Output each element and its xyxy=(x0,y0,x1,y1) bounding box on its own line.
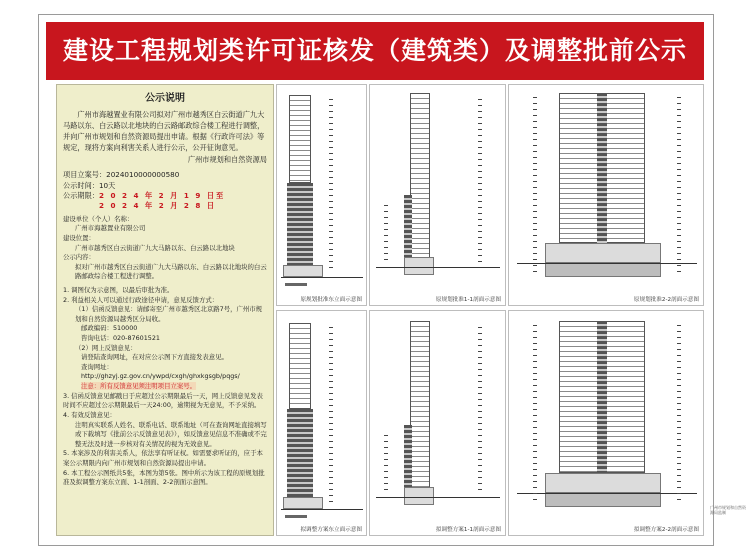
drawing-caption: 原规划批准1-1剖面示意图 xyxy=(435,297,501,303)
tower-lower-facade xyxy=(287,183,313,265)
notice-heading: 公示说明 xyxy=(145,93,185,104)
drawing-caption: 拟调整方案东立面示意图 xyxy=(300,527,362,533)
ground-line xyxy=(376,267,500,268)
notice-period xyxy=(63,191,267,201)
list-item: 5. 本案涉及的利害关系人，依法享有听证权。如需要求听证的，应于本案公示期限内向广州市规划和自然资源局提出申请。 xyxy=(63,449,263,467)
period-start: 2 0 2 4 年 2 月 1 9 日至 xyxy=(98,190,226,200)
tower-facade xyxy=(289,95,311,183)
list-item: 查询网址： xyxy=(81,362,113,371)
list-item: 请登陆查询网址，在对应公示图下方直接发表意见。 xyxy=(81,353,228,362)
list-item: 1. 调图仅为示意图，以最后审批为准。 xyxy=(63,286,174,294)
list-item: 咨询电话：020-87601521 xyxy=(81,334,160,343)
notice-panel xyxy=(56,84,274,536)
tower-lower-facade xyxy=(287,409,313,497)
list-item: （2）网上反馈意见： xyxy=(75,343,137,352)
legend-swatch xyxy=(285,283,307,286)
drawing-section-1-proposed xyxy=(369,310,506,536)
basement-section xyxy=(545,493,661,507)
level-marks xyxy=(478,327,482,495)
ground-line xyxy=(376,497,500,498)
drawing-caption: 拟调整方案2-2剖面示意图 xyxy=(633,527,699,533)
podium-section xyxy=(545,243,661,263)
drawing-caption: 拟调整方案1-1剖面示意图 xyxy=(435,527,501,533)
legend-swatch xyxy=(285,515,307,518)
level-marks-left xyxy=(384,435,388,495)
list-item: 邮政编码：510000 xyxy=(81,324,138,333)
drawing-elevation-original xyxy=(276,84,367,306)
list-item: 注明真实联系人姓名、联系电话、联系地址（可在查询网址直接填写或下载填写《批前公示反馈意见表》），如反馈意见信息不准确或不完整无法及时进一步核对有关情况的视为无效意见。 xyxy=(75,420,267,448)
period-label: 公示期限： xyxy=(63,190,99,200)
tower-section xyxy=(410,321,430,499)
list-item: 4. 有效反馈意见： xyxy=(63,410,116,419)
stair-core xyxy=(597,93,607,243)
level-marks xyxy=(533,325,537,503)
drawing-section-1-original xyxy=(369,84,506,306)
drawing-section-2-original xyxy=(508,84,704,306)
basement-block xyxy=(404,257,434,275)
tower-facade xyxy=(289,323,311,409)
level-marks xyxy=(329,327,333,503)
notice-duration: 公示时间：10天 xyxy=(63,180,116,190)
podium-section xyxy=(545,473,661,493)
project-number: 项目立案号：2024010000000580 xyxy=(63,170,180,180)
ground-line xyxy=(517,263,697,264)
level-marks xyxy=(478,99,482,265)
stair-core xyxy=(597,321,607,473)
notice-signature: 广州市规划和自然资源局 xyxy=(187,154,267,164)
level-marks xyxy=(329,99,333,271)
podium-block xyxy=(283,497,323,509)
list-item: 3. 信函反馈意见邮戳日于应超过公示期限最后一天，网上反馈意见发表时间不应超过公示期限最后一天24:00，逾期视为无意见，不予采纳。 xyxy=(63,391,263,410)
page-title-banner: 建设工程规划类许可证核发（建筑类）及调整批前公示 xyxy=(46,22,704,80)
period-end: 2 0 2 4 年 2 月 2 8 日 xyxy=(99,200,217,210)
tower-section xyxy=(410,93,430,269)
location-text: 广州市越秀区白云街道广九大马路以东、白云路以北地块 xyxy=(75,243,235,252)
level-marks xyxy=(533,97,537,273)
drawing-caption: 原规划批准2-2剖面示意图 xyxy=(633,297,699,303)
feedback-warning: 注意：所有反馈意见须注明项目立案号。 xyxy=(81,382,197,391)
level-marks-left xyxy=(384,205,388,265)
feedback-url[interactable]: http://ghzyj.gz.gov.cn/ywpd/cxgh/ghxkgsgb/pqgs/ xyxy=(81,372,240,381)
ground-line xyxy=(517,493,697,494)
location-label: 建设位置： xyxy=(63,233,95,242)
notice-intro: 广州市海越置业有限公司拟对广州市越秀区白云街道广九大马路以东、白云路以北地块的白云路邮政综合楼工程进行调整，并向广州市规划和自然资源局提出申请。根据《行政许可法》等规定，现将方案向利害关系人进行公示，公开征询意见。 xyxy=(63,110,265,153)
podium-block xyxy=(283,265,323,277)
level-marks-right xyxy=(677,97,681,273)
list-item: 6. 本工程公示图纸共5张，本图为第5张。图中所示为该工程的原规划批准及拟调整方案东立面、1-1剖面、2-2剖面示意图。 xyxy=(63,468,265,487)
content-text: 拟对广州市越秀区白云街道广九大马路以东、白云路以北地块的白云路邮政综合楼工程进行调整。 xyxy=(75,262,267,281)
list-item: 2. 利益相关人可以通过行政途径申请，意见反馈方式： xyxy=(63,295,219,304)
basement-section xyxy=(545,263,661,277)
drawing-elevation-proposed xyxy=(276,310,367,536)
list-item: （1）信函反馈意见：请邮寄至广州市越秀区北京路7号，广州市规划和自然资源局越秀区分局收。 xyxy=(75,305,263,323)
applicant-name: 广州市海越置业有限公司 xyxy=(75,224,146,233)
ground-line xyxy=(281,509,363,510)
content-label: 公示内容： xyxy=(63,253,95,262)
ground-line xyxy=(281,277,363,278)
drawing-section-2-proposed xyxy=(508,310,704,536)
level-marks-right xyxy=(677,325,681,503)
basement-block xyxy=(404,487,434,505)
corner-note: 广州市规划和自然资源局监制 xyxy=(710,505,746,516)
applicant-label: 建设单位（个人）名称： xyxy=(63,214,134,223)
drawing-caption: 原规划批准东立面示意图 xyxy=(300,297,362,303)
